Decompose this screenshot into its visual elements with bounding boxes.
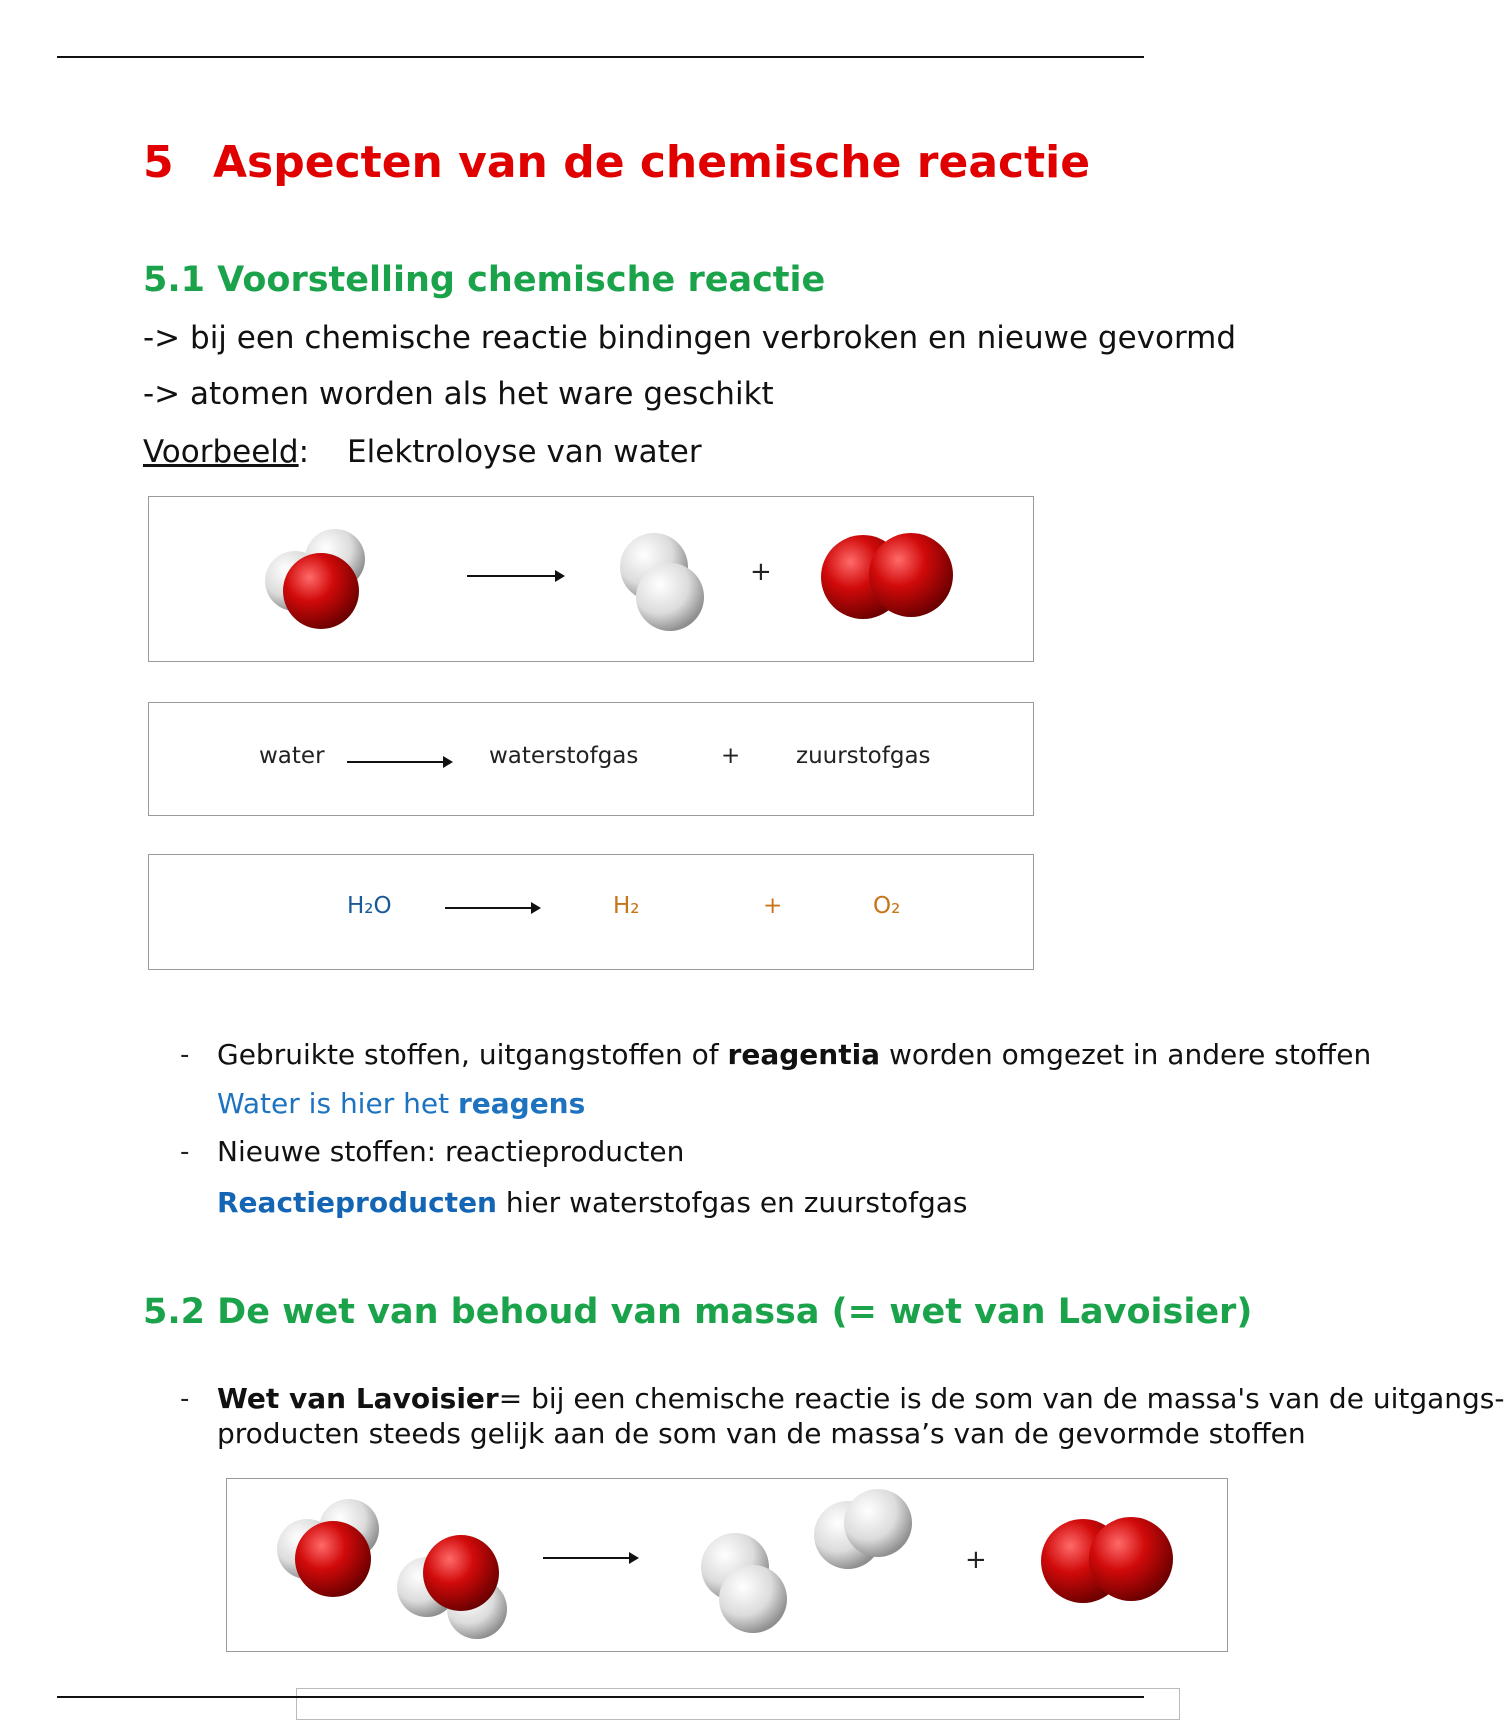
chapter-title-text: Aspecten van de chemische reactie (213, 137, 1091, 188)
bullet-reagentia (217, 1038, 1371, 1071)
hydrogen-molecule-1-icon (695, 1531, 795, 1639)
hydrogen-molecule-icon (614, 529, 714, 637)
example-text: Elektroloyse van water (347, 434, 702, 470)
reactieproducten-note-text: hier waterstofgas en zuurstofgas (497, 1186, 968, 1219)
balanced-plus-sign: + (965, 1545, 987, 1575)
bullet-1-bold: reagentia (727, 1038, 881, 1071)
formula-arrow-icon (445, 907, 539, 909)
water-molecule-icon (261, 525, 383, 633)
next-box-edge (296, 1688, 1180, 1720)
chapter-title (143, 137, 1090, 188)
word-product-2: zuurstofgas (796, 743, 931, 769)
reactieproducten-note-bold: Reactieproducten (217, 1186, 497, 1219)
bullet-dash-1: - (180, 1040, 190, 1070)
intro-line-1: -> bij een chemische reactie bindingen verbroken en nieuwe gevormd (143, 320, 1237, 356)
hydrogen-molecule-2-icon (812, 1485, 922, 1575)
word-reactant: water (259, 743, 325, 769)
water-molecule-1-icon (273, 1495, 395, 1603)
formula-product-2: O₂ (873, 893, 901, 919)
example-line (143, 434, 702, 470)
oxygen-molecule-2-icon (1039, 1509, 1179, 1613)
lavoisier-text: = bij een chemische reactie is de som van de massa's van de uitgangs- (498, 1382, 1504, 1415)
example-colon: : (298, 434, 310, 470)
example-label: Voorbeeld (143, 434, 299, 470)
molecule-reaction-box (148, 496, 1034, 662)
section-5-1-heading: 5.1 Voorstelling chemische reactie (143, 260, 826, 300)
bottom-rule (57, 1696, 1144, 1698)
intro-line-2: -> atomen worden als het ware geschikt (143, 376, 774, 412)
water-molecule-2-icon (395, 1525, 515, 1641)
bullet-dash-2: - (180, 1137, 190, 1167)
reaction-arrow-icon (467, 575, 563, 577)
reagens-note (217, 1087, 585, 1120)
formula-equation-box (148, 854, 1034, 970)
word-arrow-icon (347, 761, 451, 763)
word-equation-box (148, 702, 1034, 816)
bullet-dash-3: - (180, 1384, 190, 1414)
formula-plus: + (763, 893, 783, 919)
word-product-1: waterstofgas (489, 743, 639, 769)
balanced-reaction-box (226, 1478, 1228, 1652)
oxygen-molecule-icon (819, 525, 959, 629)
word-plus: + (721, 743, 741, 769)
plus-sign: + (750, 557, 772, 587)
balanced-arrow-icon (543, 1557, 637, 1559)
formula-product-1: H₂ (613, 893, 640, 919)
bullet-reactieproducten: Nieuwe stoffen: reactieproducten (217, 1135, 685, 1168)
chapter-number: 5 (143, 137, 174, 188)
lavoisier-definition (217, 1382, 1504, 1415)
lavoisier-bold: Wet van Lavoisier (217, 1382, 499, 1415)
bullet-1-text: Gebruikte stoffen, uitgangstoffen of (217, 1038, 728, 1071)
bullet-1-rest: worden omgezet in andere stoffen (880, 1038, 1372, 1071)
lavoisier-definition-line-2: producten steeds gelijk aan de som van de massa’s van de gevormde stoffen (217, 1417, 1306, 1450)
reagens-note-bold: reagens (457, 1087, 586, 1120)
reactieproducten-note (217, 1186, 967, 1219)
top-rule (57, 56, 1144, 58)
formula-reactant: H₂O (347, 893, 392, 919)
reagens-note-text: Water is hier het (217, 1087, 458, 1120)
section-5-2-heading: 5.2 De wet van behoud van massa (= wet van Lavoisier) (143, 1292, 1253, 1332)
